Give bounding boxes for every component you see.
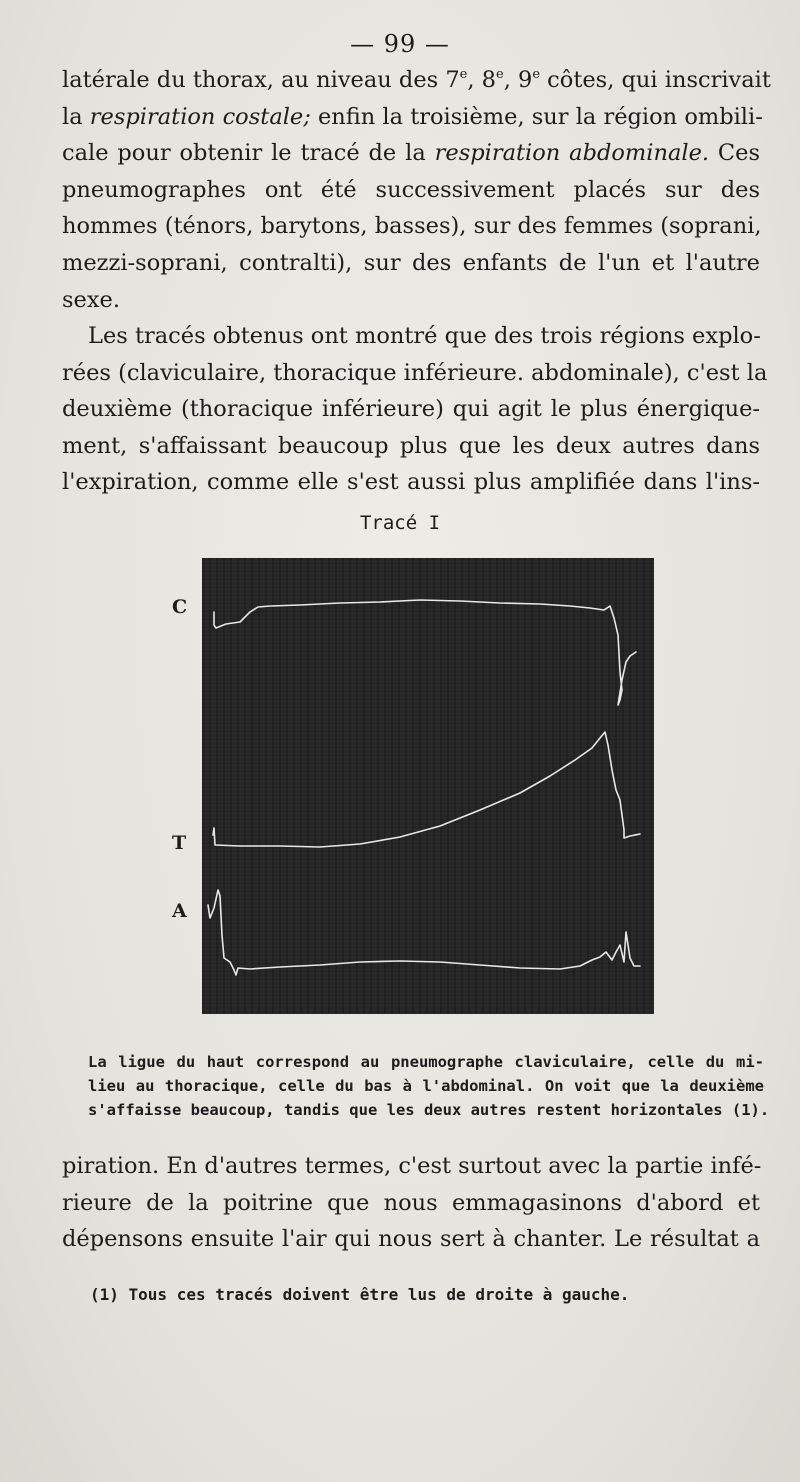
trace-label-a: A [172,900,187,922]
third-paragraph [62,1148,760,1258]
text-line: la respiration costale; enfin la troisième, sur la région ombili- [62,103,763,130]
text-line: sexe. [62,286,121,313]
text-line: cale pour obtenir le tracé de la respiration abdominale. Ces [62,140,761,167]
text-line: dépensons ensuite l'air qui nous sert à chanter. Le résultat a [62,1226,760,1253]
caption-line: s'affaisse beaucoup, tandis que les deux autres restent horizontales (1). [88,1101,770,1119]
trace-label-c: C [172,596,188,618]
text-line: deuxième (thoracique inférieure) qui agit le plus énergique- [62,396,760,423]
text-line: Les tracés obtenus ont montré que des trois régions explo- [88,323,761,349]
footnote: (1) Tous ces tracés doivent être lus de droite à gauche. [90,1285,630,1304]
text-line: latérale du thorax, au niveau des 7e, 8e, 9e côtes, qui inscrivait [62,67,771,93]
text-line: l'expiration, comme elle s'est aussi plus amplifiée dans l'ins- [62,469,760,496]
text-line: mezzi-soprani, contralti), sur des enfants de l'un et l'autre [62,249,760,276]
text-line: rieure de la poitrine que nous emmagasinons d'abord et [62,1189,760,1216]
figure-title: Tracé I [359,512,441,534]
claviculaire-trace [214,600,636,705]
caption-line: lieu au thoracique, celle du bas à l'abdominal. On voit que la deuxième [88,1077,764,1095]
trace-strokes [208,600,640,975]
abdominale-trace [208,890,640,975]
thoracique-trace [213,732,640,847]
page-number: — 99 — [350,30,450,58]
text-line: rées (claviculaire, thoracique inférieure. abdominale), c'est la [62,359,768,386]
text-line: hommes (ténors, barytons, basses), sur des femmes (soprani, [62,213,762,240]
trace-label-t: T [172,832,187,854]
text-line: pneumographes ont été successivement placés sur des [62,176,760,203]
figure-caption [88,1050,770,1122]
text-line: piration. En d'autres termes, c'est surtout avec la partie infé- [62,1153,762,1179]
text-line: ment, s'affaissant beaucoup plus que les deux autres dans [62,432,760,459]
caption-line: La ligue du haut correspond au pneumographe claviculaire, celle du mi- [88,1053,764,1071]
